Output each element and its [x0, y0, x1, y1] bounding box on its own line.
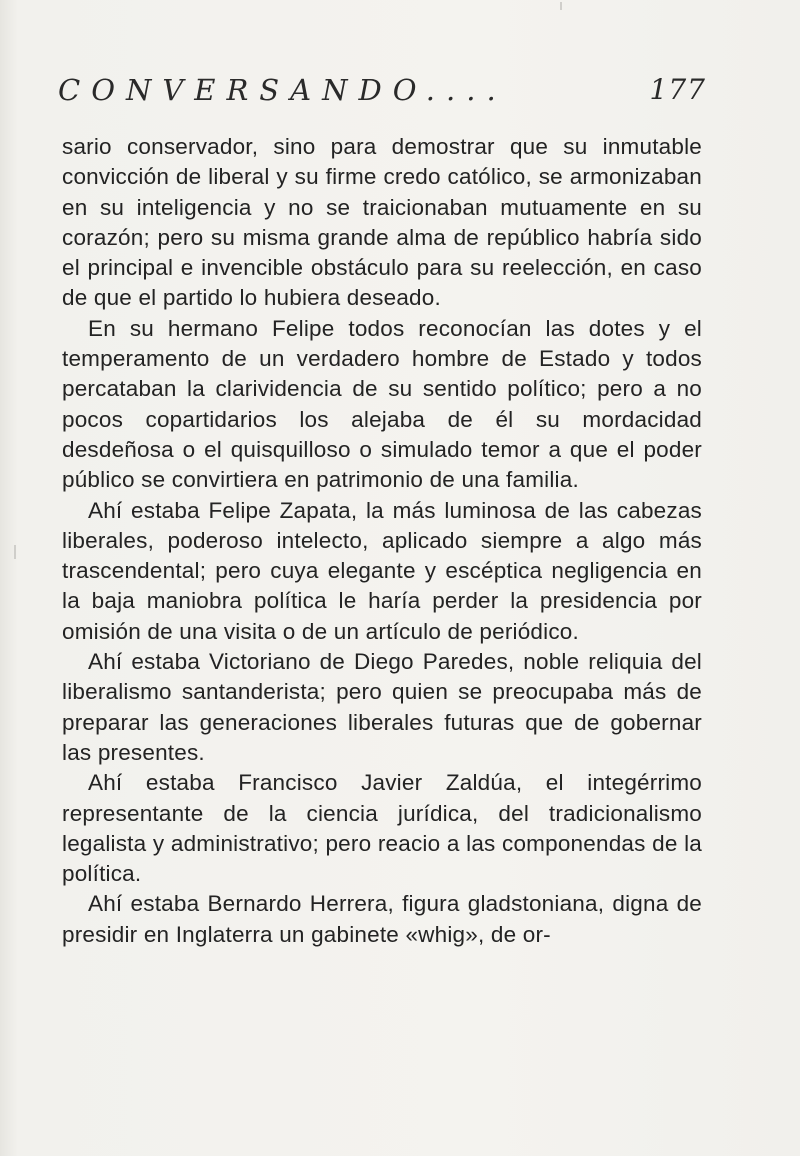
paragraph-felipe-zapata: Ahí estaba Felipe Zapata, la más luminosa de las cabezas liberales, poderoso intelecto, aplicado siempre a algo más trascendental; pero cuya elegante y escéptica negligencia en la baja maniobra política le haría perder la presidencia por omisión de una visita o de un artículo de periódico.	[62, 497, 702, 644]
scan-speck	[14, 545, 16, 559]
running-title: CONVERSANDO....	[58, 73, 507, 107]
paragraph-continuation: sario conservador, sino para demostrar que su inmutable convicción de liberal y su firme credo católico, se armonizaban en su inteligencia y no se traicionaban mutuamente en su corazón; pero su misma grande alma de repúblico habría sido el principal e invencible obstáculo para su reelección, en caso de que el partido lo hubiera deseado.	[62, 134, 702, 311]
scan-speck	[560, 2, 562, 10]
page-number: 177	[649, 73, 706, 106]
paragraph-felipe-hermano: En su hermano Felipe todos reconocían las dotes y el temperamento de un verdadero hombre de Estado y todos percataban la clarividencia de su sentido político; pero a no pocos copartidarios los alejaba de él su mordacidad desdeñosa o el quisquilloso o simulado temor a que el poder público se convirtiera en patrimonio de una familia.	[62, 315, 702, 493]
paragraph-bernardo-herrera: Ahí estaba Bernardo Herrera, figura gladstoniana, digna de presidir en Inglaterra un gabinete «whig», de or-	[62, 891, 702, 947]
paragraph-victoriano-de-diego-paredes: Ahí estaba Victoriano de Diego Paredes, noble reliquia del liberalismo santanderista; pero quien se preocupaba más de preparar las generaciones liberales futuras que de gobernar las presentes.	[62, 649, 702, 765]
page-header	[58, 72, 706, 112]
body-text	[62, 132, 702, 950]
paragraph-francisco-javier-zaldua: Ahí estaba Francisco Javier Zaldúa, el integérrimo representante de la ciencia jurídica, del tradicionalismo legalista y administrativo; pero reacio a las componendas de la política.	[62, 770, 702, 887]
